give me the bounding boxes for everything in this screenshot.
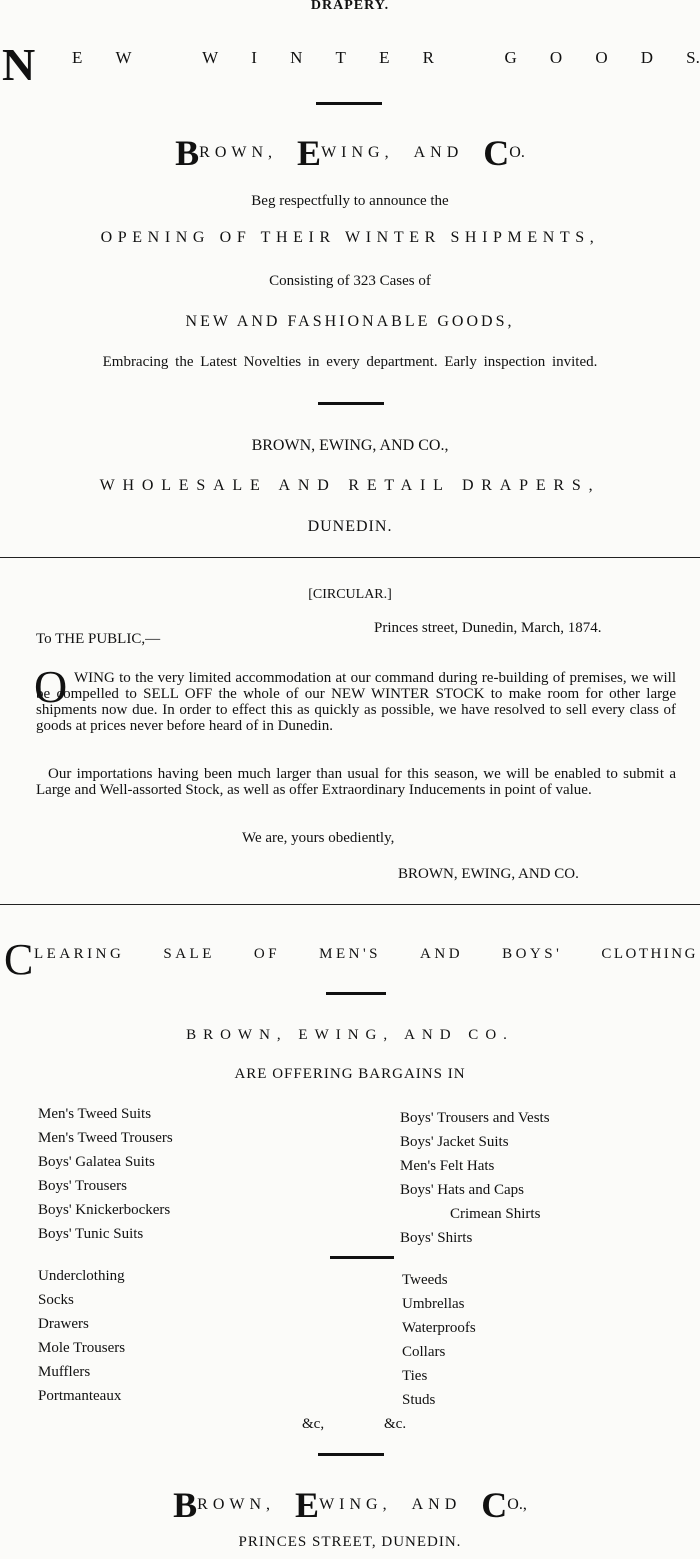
list-item: Boys' Jacket Suits (400, 1134, 509, 1150)
ad2-dropcap: O (34, 661, 68, 712)
ad2-dateline: Princes street, Dunedin, March, 1874. (374, 620, 602, 636)
list-item: Mole Trousers (38, 1340, 126, 1356)
ad1-firm2: BROWN, EWING, AND CO., (251, 437, 449, 454)
ad3-offering: ARE OFFERING BARGAINS IN (234, 1066, 466, 1082)
ad2-para2: Our importations having been much larger than usual for this season, we will be enabled to submit a Large and Well-assorted Stock, as well as offer Extraordinary Inducements in point of value. (36, 766, 676, 798)
divider (316, 102, 382, 105)
ad3-etc-left: &c, (302, 1416, 325, 1432)
divider (326, 992, 386, 995)
divider (318, 1453, 384, 1456)
list-item: Boys' Trousers and Vests (400, 1110, 550, 1126)
list-item: Collars (402, 1344, 446, 1360)
ad1-trade: WHOLESALE AND RETAIL DRAPERS, (99, 477, 601, 494)
list-item: Ties (402, 1368, 428, 1384)
ad1-announce: Beg respectfully to announce the (251, 193, 449, 209)
list-item: Waterproofs (402, 1320, 476, 1336)
ad3-etc-right: &c. (384, 1416, 407, 1432)
list-item: Socks (38, 1292, 74, 1308)
divider (330, 1256, 394, 1259)
list-item: Men's Tweed Trousers (38, 1130, 173, 1146)
list-item: Boys' Hats and Caps (400, 1182, 524, 1198)
list-item: Men's Felt Hats (400, 1158, 495, 1174)
ad3-right-list-2 (402, 1268, 476, 1412)
list-item: Portmanteaux (38, 1388, 122, 1404)
ad1-goods: NEW AND FASHIONABLE GOODS, (185, 313, 515, 330)
ad3-address: PRINCES STREET, DUNEDIN. (238, 1534, 462, 1550)
list-item: Boys' Trousers (38, 1178, 127, 1194)
ad3-firm2: BROWN, EWING, AND CO., (173, 1485, 527, 1525)
ad3-dropcap: C (4, 935, 34, 984)
list-item: Tweeds (402, 1272, 448, 1288)
divider (318, 402, 384, 405)
list-item: Umbrellas (402, 1296, 465, 1312)
ad2-closing: We are, yours obediently, (242, 830, 395, 846)
list-item: Men's Tweed Suits (38, 1106, 152, 1122)
list-item: Crimean Shirts (450, 1206, 541, 1222)
list-item: Boys' Shirts (400, 1230, 473, 1246)
ad3-left-list-1 (38, 1102, 173, 1246)
list-item: Drawers (38, 1316, 89, 1332)
ad2-circular: [CIRCULAR.] (308, 587, 392, 602)
list-item: Boys' Tunic Suits (38, 1226, 144, 1242)
column-rule (0, 904, 700, 905)
ad1-opening: OPENING OF THEIR WINTER SHIPMENTS, (100, 229, 600, 246)
ad3-firm: BROWN, EWING, AND CO. (186, 1027, 514, 1043)
list-item: Boys' Galatea Suits (38, 1154, 155, 1170)
list-item: Underclothing (38, 1268, 125, 1284)
ad1-city: DUNEDIN. (307, 518, 393, 535)
ad1-firm: BROWN, EWING, AND CO. (175, 133, 525, 173)
ad3-left-list-2 (38, 1264, 125, 1408)
list-item: Studs (402, 1392, 436, 1408)
section-heading: DRAPERY. (310, 0, 390, 13)
ad1-headline-letters: E W W I N T E R G O O D S. (72, 48, 700, 67)
ad2-salutation: To THE PUBLIC,— (36, 631, 161, 647)
ad1-consisting: Consisting of 323 Cases of (269, 273, 431, 289)
ad1-embracing: Embracing the Latest Novelties in every department. Early inspection invited. (102, 354, 598, 370)
ad2-signature: BROWN, EWING, AND CO. (398, 866, 579, 882)
ad3-right-list-1 (400, 1106, 550, 1250)
list-item: Boys' Knickerbockers (38, 1202, 171, 1218)
list-item: Mufflers (38, 1364, 91, 1380)
ad3-headline: LEARING SALE OF MEN'S AND BOYS' CLOTHING (34, 946, 698, 962)
ad2-para1: WING to the very limited accommodation at our command during re-building of premises, we will be compelled to SELL OFF the whole of our NEW WINTER STOCK to make room for other large shipments now due. In order to effect this as quickly as possible, we have resolved to sell every class of goods at prices never before heard of in Dunedin. (36, 670, 676, 734)
column-rule (0, 557, 700, 558)
